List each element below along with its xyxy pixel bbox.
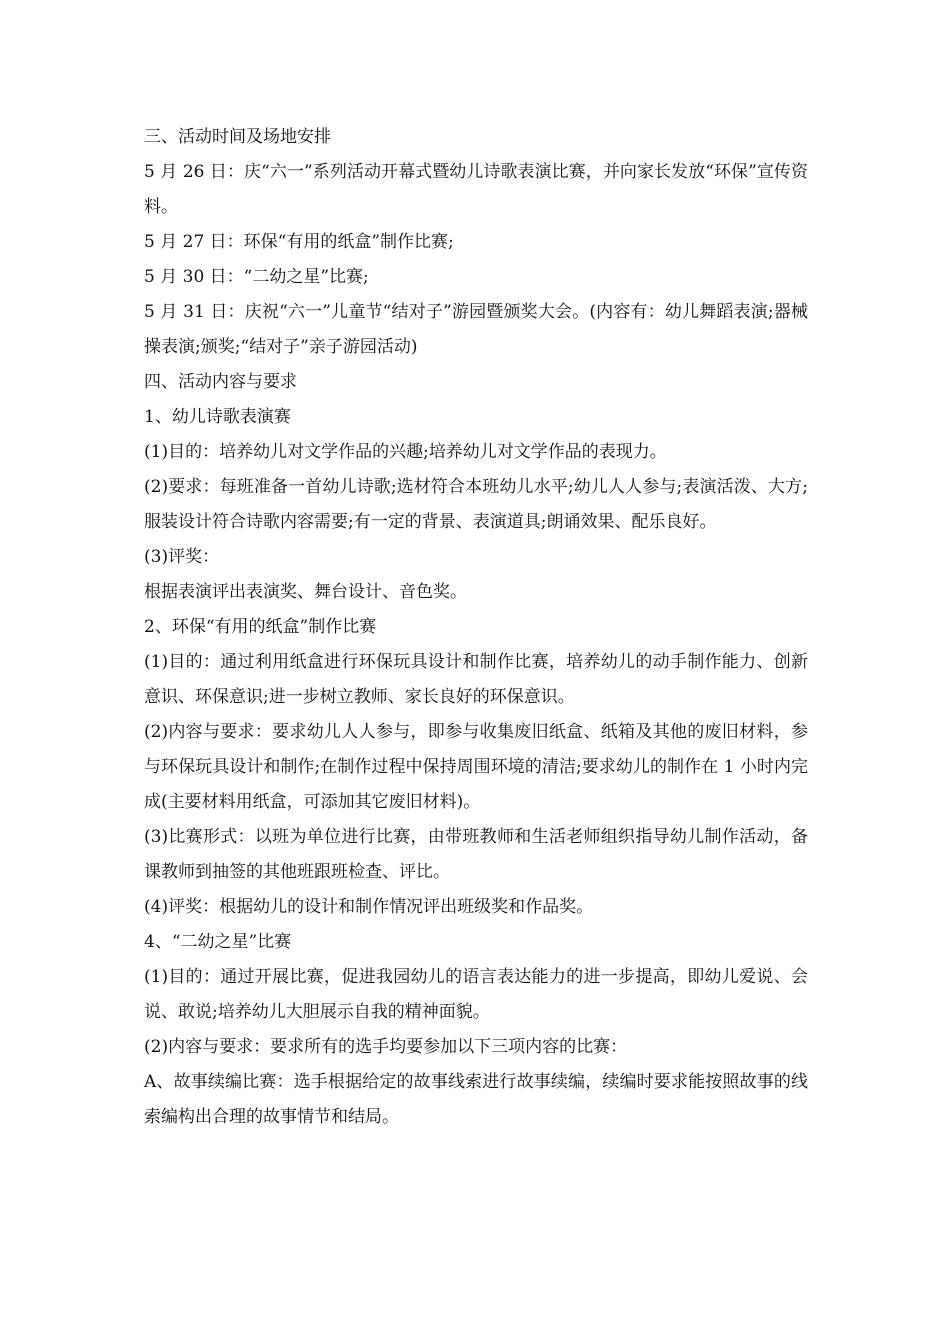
body-paragraph: (3)评奖： bbox=[144, 547, 220, 567]
subsection-heading: 4、“二幼之星”比赛 bbox=[144, 932, 292, 952]
body-paragraph: (1)目的：通过利用纸盒进行环保玩具设计和制作比赛，培养幼儿的动手制作能力、创新意识、环保意识;进一步树立教师、家长良好的环保意识。 bbox=[144, 652, 808, 707]
subsection-heading: 1、幼儿诗歌表演赛 bbox=[144, 407, 291, 427]
schedule-item: 5 月 30 日：“二幼之星”比赛; bbox=[144, 267, 369, 287]
body-paragraph: 根据表演评出表演奖、舞台设计、音色奖。 bbox=[144, 582, 467, 602]
body-paragraph: (3)比赛形式：以班为单位进行比赛，由带班教师和生活老师组织指导幼儿制作活动，备课教师到抽签的其他班跟班检查、评比。 bbox=[144, 827, 808, 882]
schedule-item: 5 月 31 日：庆祝“六一”儿童节“结对子”游园暨颁奖大会。(内容有：幼儿舞蹈表演;器械操表演;颁奖;“结对子”亲子游园活动) bbox=[144, 302, 808, 357]
subsection-heading: 2、环保“有用的纸盒”制作比赛 bbox=[144, 617, 377, 637]
body-paragraph: (4)评奖：根据幼儿的设计和制作情况评出班级奖和作品奖。 bbox=[144, 897, 594, 917]
schedule-item: 5 月 27 日：环保“有用的纸盒”制作比赛; bbox=[144, 232, 454, 252]
document-body bbox=[144, 120, 808, 1135]
body-paragraph: (1)目的：通过开展比赛，促进我园幼儿的语言表达能力的进一步提高，即幼儿爱说、会说、敢说;培养幼儿大胆展示自我的精神面貌。 bbox=[144, 967, 808, 1022]
body-paragraph: A、故事续编比赛：选手根据给定的故事线索进行故事续编，续编时要求能按照故事的线索编构出合理的故事情节和结局。 bbox=[144, 1072, 808, 1127]
body-paragraph: (2)内容与要求：要求所有的选手均要参加以下三项内容的比赛： bbox=[144, 1037, 628, 1057]
body-paragraph: (1)目的：培养幼儿对文学作品的兴趣;培养幼儿对文学作品的表现力。 bbox=[144, 442, 667, 462]
schedule-item: 5 月 26 日：庆“六一”系列活动开幕式暨幼儿诗歌表演比赛，并向家长发放“环保”宣传资料。 bbox=[144, 162, 808, 217]
section-heading: 四、活动内容与要求 bbox=[144, 372, 297, 392]
body-paragraph: (2)要求：每班准备一首幼儿诗歌;选材符合本班幼儿水平;幼儿人人参与;表演活泼、大方;服装设计符合诗歌内容需要;有一定的背景、表演道具;朗诵效果、配乐良好。 bbox=[144, 477, 808, 532]
body-paragraph: (2)内容与要求：要求幼儿人人参与，即参与收集废旧纸盒、纸箱及其他的废旧材料，参与环保玩具设计和制作;在制作过程中保持周围环境的清洁;要求幼儿的制作在 1 小时内完成(主要材料用纸盒，可添加其它废旧材料)。 bbox=[144, 722, 808, 812]
section-heading: 三、活动时间及场地安排 bbox=[144, 127, 331, 147]
